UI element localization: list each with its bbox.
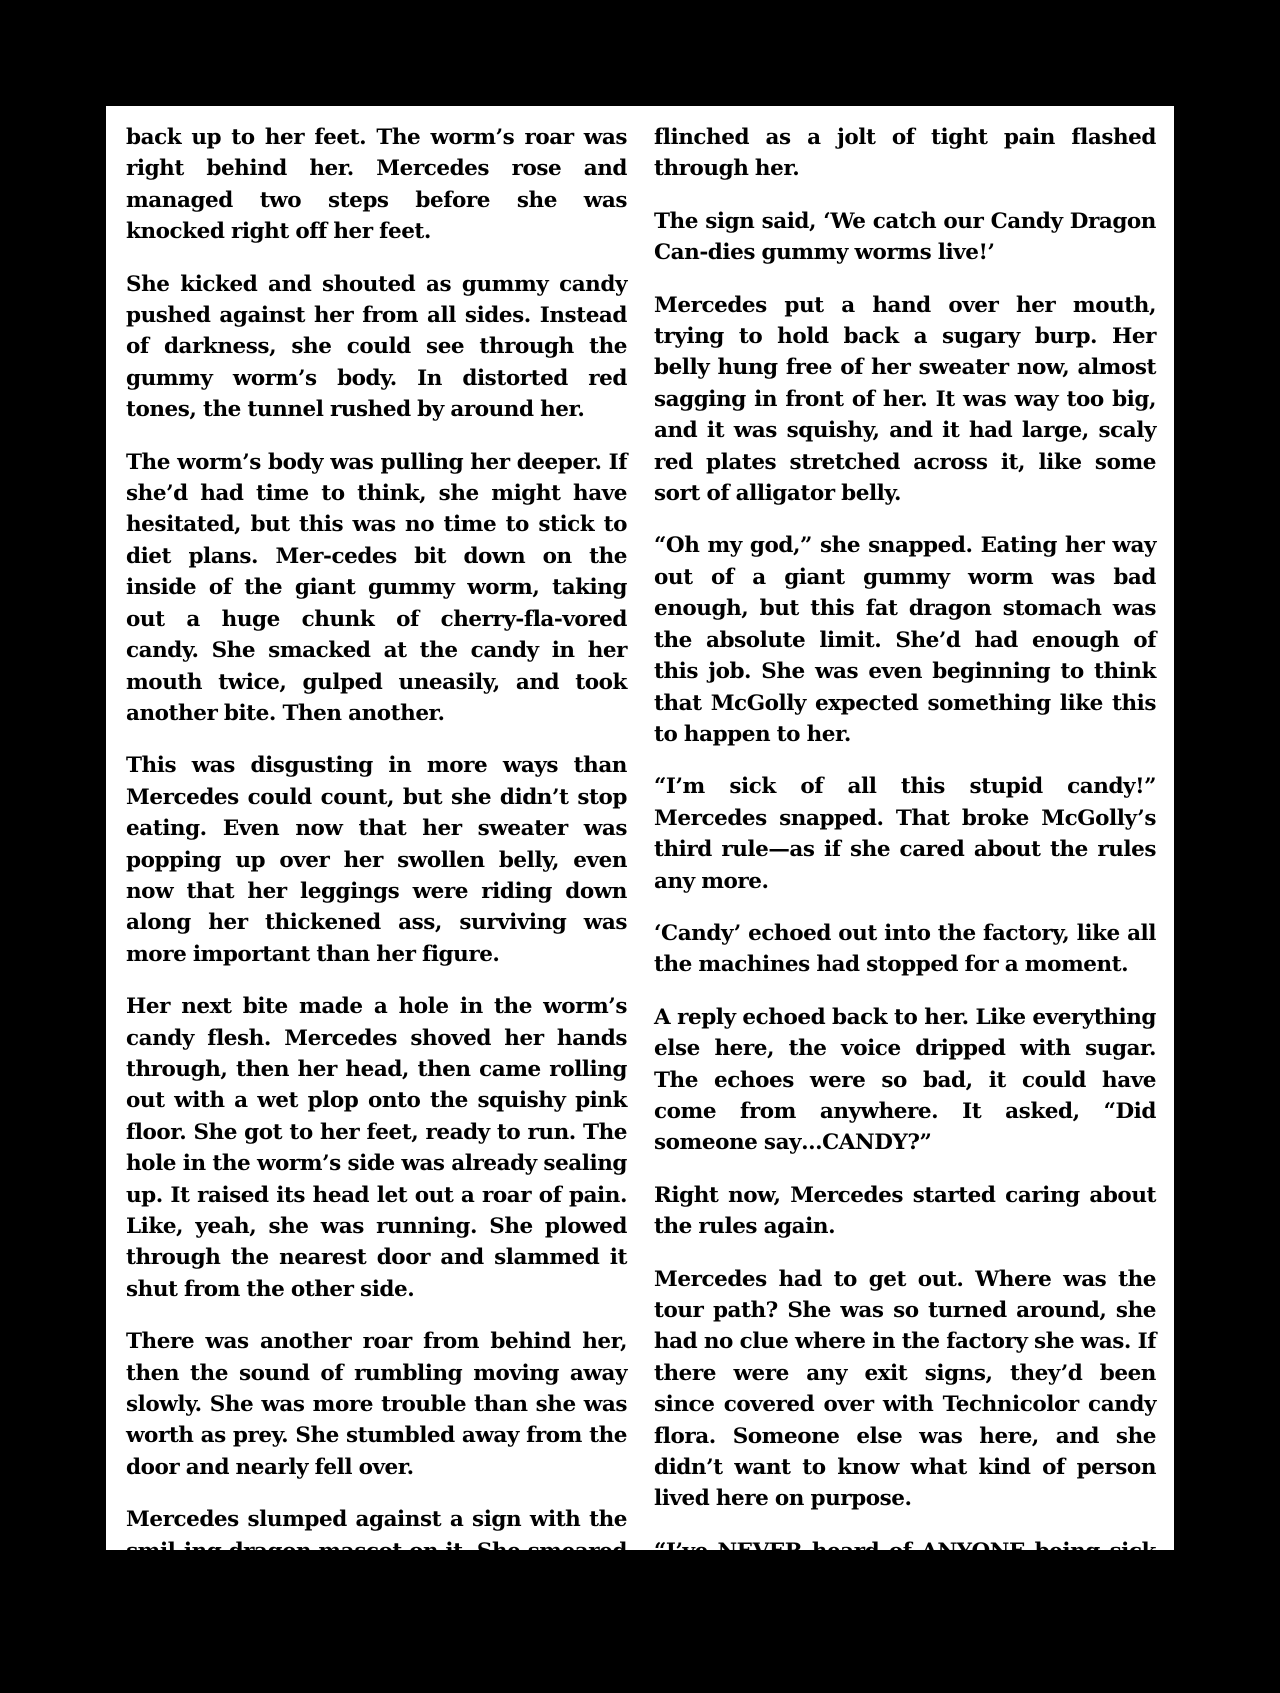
paragraph: ‘Candy’ echoed out into the factory, like all the machines had stopped for a moment.	[654, 920, 1156, 978]
paragraph: The worm’s body was pulling her deeper. If she’d had time to think, she might have hesitated, but this was no time to stick to diet plans. Mer-cedes bit down on the inside of the giant gummy worm, taking out a huge chunk of cherry-fla-vored candy. She smacked at the candy in her mouth twice, gulped uneasily, and took another bite. Then another.	[126, 449, 627, 726]
document-page	[106, 106, 1174, 1690]
paragraph: flinched as a jolt of tight pain flashed through her.	[654, 125, 1156, 182]
paragraph: The sign said, ‘We catch our Candy Dragon Can-dies gummy worms live!’	[654, 208, 1156, 266]
paragraph: Mercedes put a hand over her mouth, trying to hold back a sugary burp. Her belly hung free of her sweater now, almost sagging in front of her. It was way too big, and it was squishy, and it had large, scaly red plates stretched across it, like some sort of alligator belly.	[654, 292, 1156, 507]
paragraph: back up to her feet. The worm’s roar was right behind her. Mercedes rose and managed two steps before she was knocked right off her feet.	[126, 125, 627, 245]
paragraph: Mercedes had to get out. Where was the tour path? She was so turned around, she had no clue where in the factory she was. If there were any exit signs, they’d been since covered over with Technicolor candy flora. Someone else was here, and she didn’t want to know what kind of person lived here on purpose.	[654, 1266, 1156, 1512]
text-column-right	[654, 122, 1156, 1661]
text-column-left	[126, 122, 627, 1693]
paragraph: Mercedes slumped against a sign with the smil-ing dragon mascot on it. She smeared sugary syrup, now mixed with cherry flavoring from the worm’s belly, across its face. Inadvertent-ly, she put pressure on her stomach. Mercedes	[126, 1507, 627, 1690]
paragraph: Her next bite made a hole in the worm’s candy flesh. Mercedes shoved her hands through, then her head, then came rolling out with a wet plop onto the squishy pink floor. She got to her feet, ready to run. The hole in the worm’s side was already sealing up. It raised its head let out a roar of pain. Like, yeah, she was running. She plowed through the nearest door and slammed it shut from the other side.	[126, 994, 627, 1302]
paragraph: “Oh my god,” she snapped. Eating her way out of a giant gummy worm was bad enough, but this fat dragon stomach was the absolute limit. She’d had enough of this job. She was even beginning to think that McGolly expected something like this to happen to her.	[654, 533, 1156, 747]
paragraph: She kicked and shouted as gummy candy pushed against her from all sides. Instead of darkness, she could see through the gummy worm’s body. In distorted red tones, the tunnel rushed by around her.	[126, 271, 627, 423]
paragraph: A reply echoed back to her. Like everything else here, the voice dripped with sugar. The echoes were so bad, it could have come from anywhere. It asked, “Did someone say…CANDY?”	[654, 1004, 1156, 1156]
paragraph: There was another roar from behind her, then the sound of rumbling moving away slowly. She was more trouble than she was worth as prey. She stumbled away from the door and nearly fell over.	[126, 1329, 627, 1480]
paragraph: Right now, Mercedes started caring about the rules again.	[654, 1182, 1156, 1240]
paragraph: “I’ve NEVER heard of ANYONE being sick of CANDY,” the voice said. Maybe it was a record-ing? If so, how was it responding to her? And how was it getting closer?	[654, 1538, 1156, 1659]
paragraph: This was disgusting in more ways than Mercedes could count, but she didn’t stop eating. Even now that her sweater was popping up over her swollen belly, even now that her leggings were riding down along her thickened ass, surviving was more important than her figure.	[126, 753, 627, 967]
paragraph: “I’m sick of all this stupid candy!” Mercedes snapped. That broke McGolly’s third rule—as if she cared about the rules any more.	[654, 774, 1156, 894]
